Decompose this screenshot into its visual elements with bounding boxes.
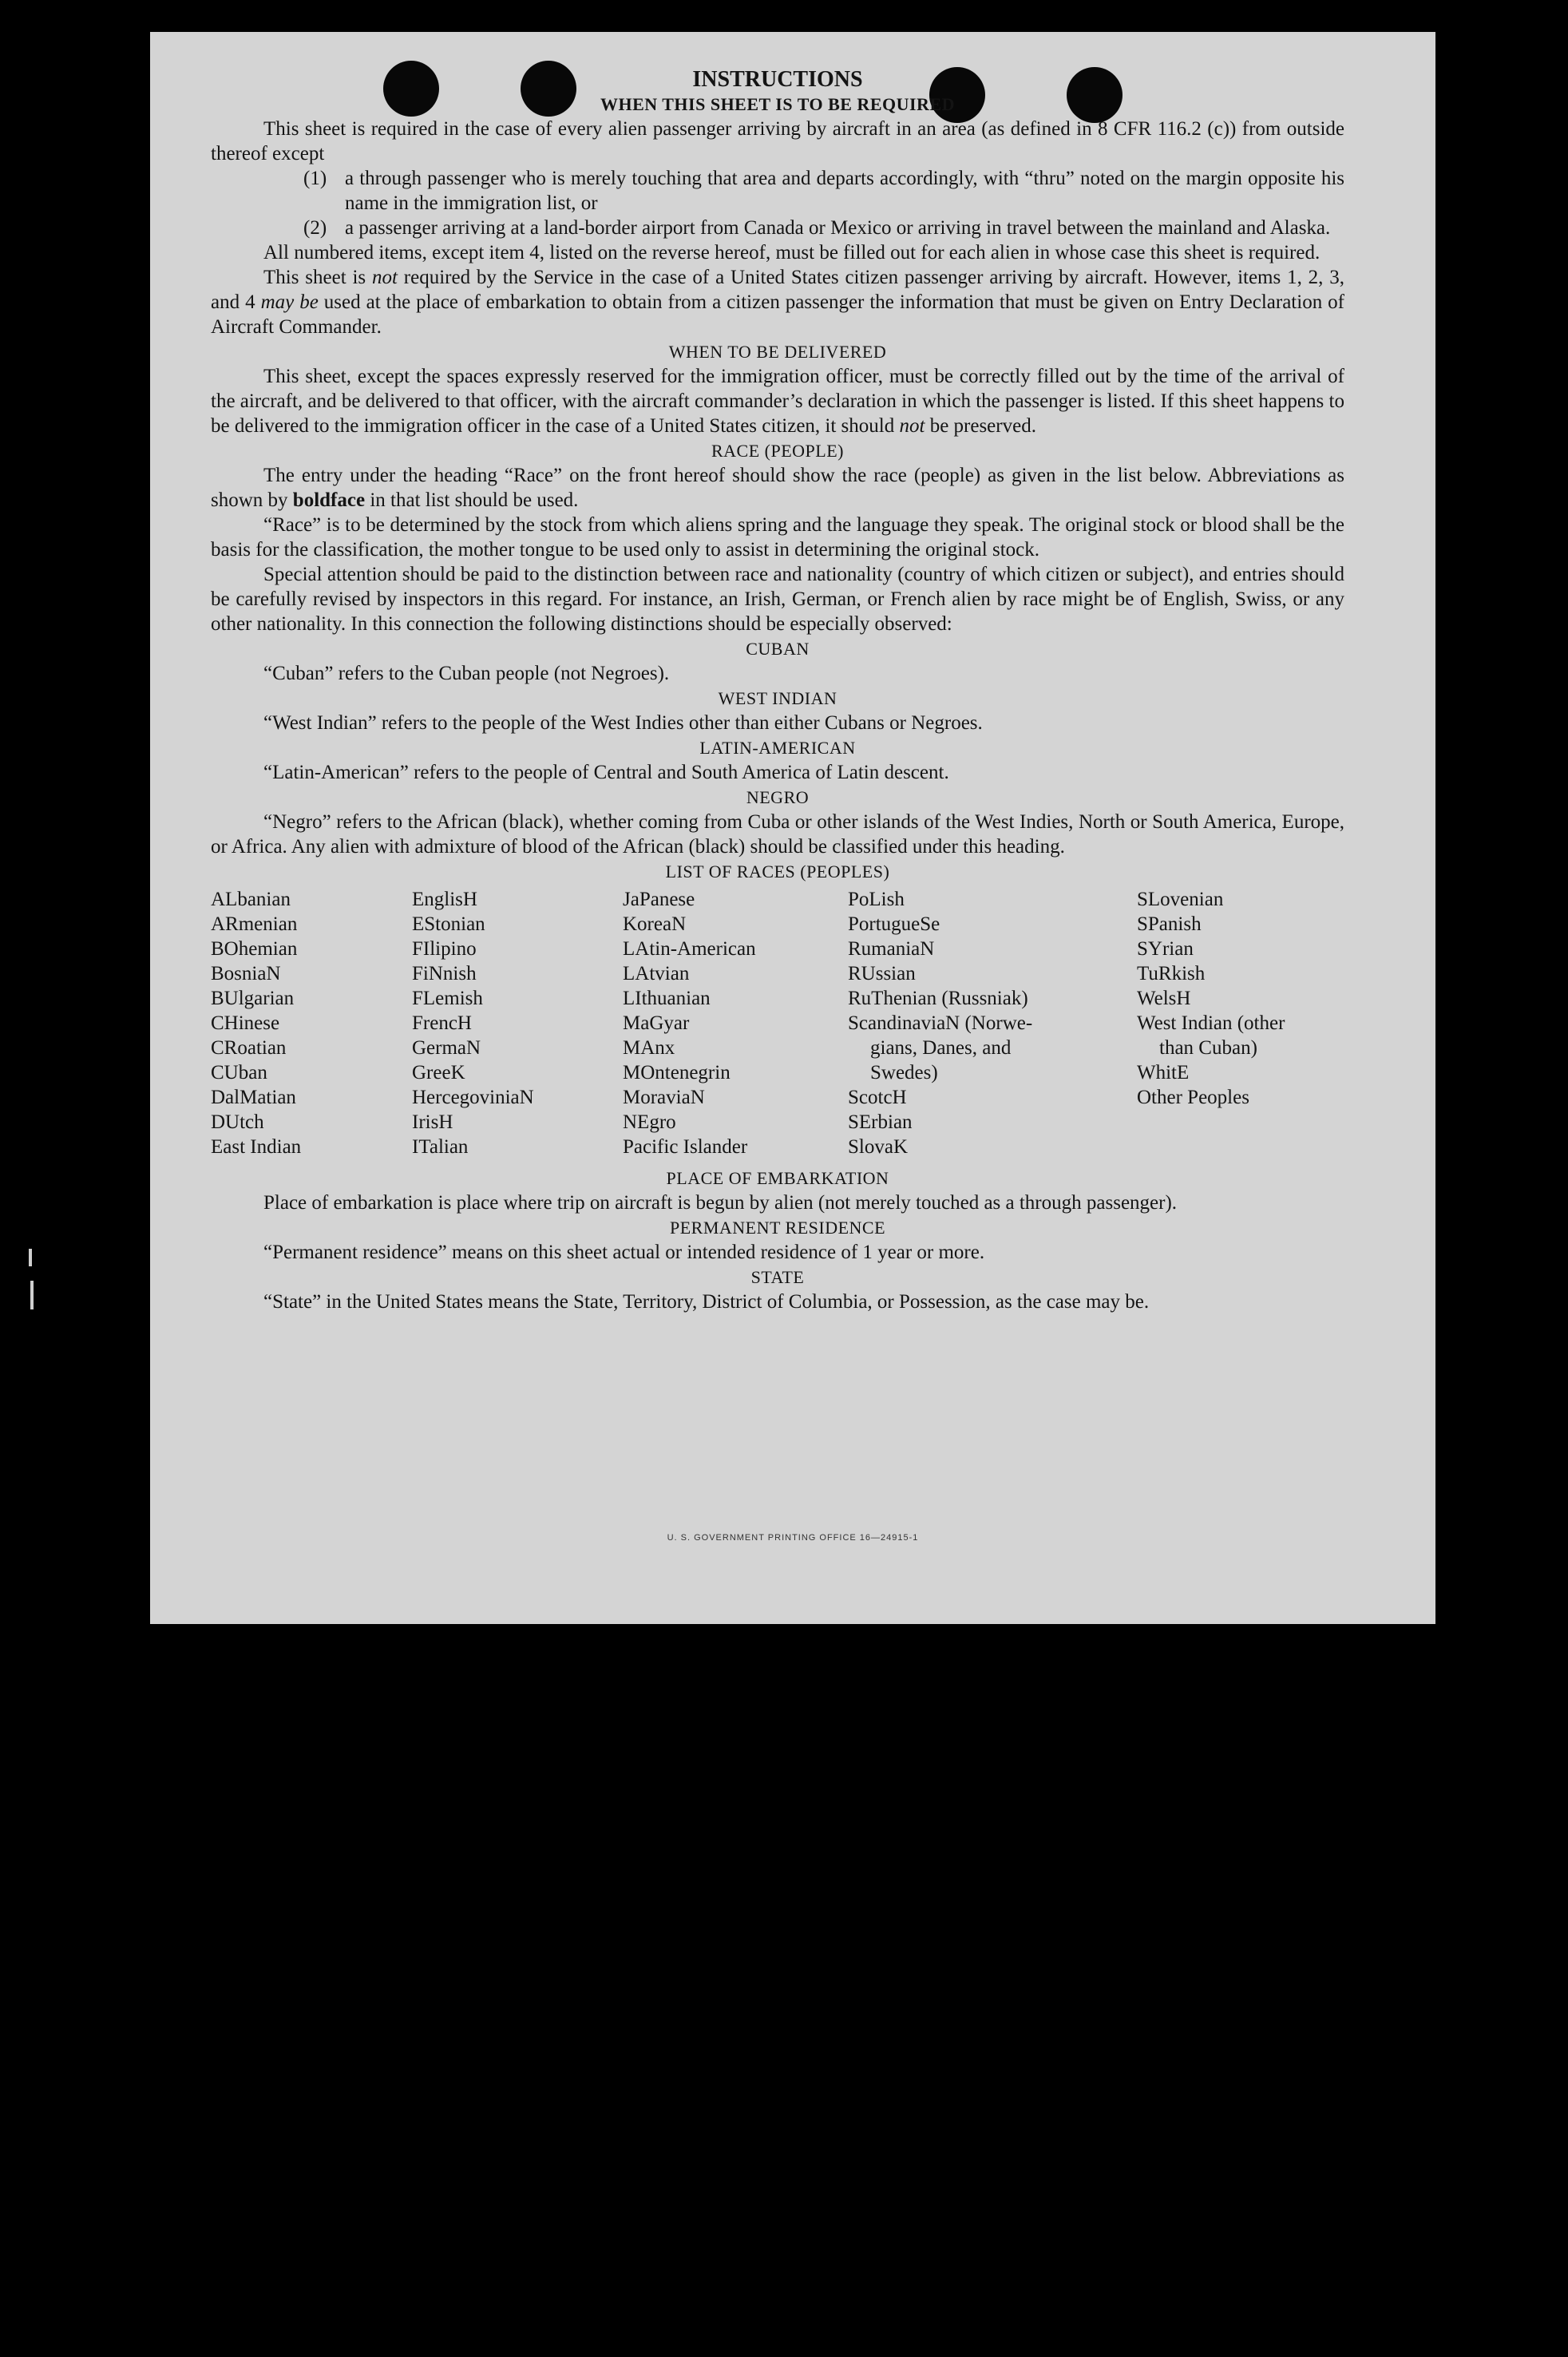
races-column-1 xyxy=(211,887,412,1159)
race-item: CHinese xyxy=(211,1012,280,1034)
paragraph-numbered-items: All numbered items, except item 4, listed on the reverse hereof, must be filled out for each alien in whose case this sheet is required. xyxy=(263,242,1321,263)
race-item: HercegoviniaN xyxy=(412,1087,534,1108)
race-item: CUban xyxy=(211,1062,267,1083)
residence-text: “Permanent residence” means on this sheet actual or intended residence of 1 year or more. xyxy=(263,1242,985,1263)
exception-text: a passenger arriving at a land-border airport from Canada or Mexico or arriving in travel between the mainland and Alaska. xyxy=(345,217,1331,239)
race-item: MaGyar xyxy=(623,1012,690,1034)
paragraph-delivered: This sheet, except the spaces expressly reserved for the immigration officer, must be correctly filled out by the time of the arrival of the aircraft, and be delivered to that officer, with the aircraft commander’s declaration in which the passenger is listed. If this sheet happens to be delivered to the immigration officer in the case of a United States citizen, it should not be preserved. xyxy=(211,366,1344,437)
race-item: CRoatian xyxy=(211,1037,287,1059)
embarkation-text: Place of embarkation is place where trip on aircraft is begun by alien (not merely touched as a through passenger). xyxy=(263,1192,1178,1214)
cuban-text: “Cuban” refers to the Cuban people (not Negroes). xyxy=(263,663,670,684)
paragraph-race-stock: “Race” is to be determined by the stock from which aliens spring and the language they speak. The original stock or blood shall be the basis for the classification, the mother tongue to be used only to assist in determining the original stock. xyxy=(211,514,1344,561)
races-list xyxy=(211,887,1344,1159)
when-required-heading: WHEN THIS SHEET IS TO BE REQUIRED xyxy=(600,94,956,114)
state-text: “State” in the United States means the State, Territory, District of Columbia, or Possession, as the case may be. xyxy=(263,1291,1150,1313)
races-list-heading: LIST OF RACES (PEOPLES) xyxy=(665,862,890,881)
page-title: INSTRUCTIONS xyxy=(692,67,863,92)
race-item: RuThenian (Russniak) xyxy=(848,988,1028,1009)
race-item: BUlgarian xyxy=(211,988,295,1009)
race-item: ScandinaviaN (Norwe- xyxy=(848,1012,1033,1034)
race-item: Pacific Islander xyxy=(623,1136,748,1158)
races-column-5 xyxy=(1137,887,1344,1159)
race-item: TuRkish xyxy=(1137,963,1206,984)
exception-number: (1) xyxy=(303,168,327,189)
race-item: ITalian xyxy=(412,1136,469,1158)
race-item: SYrian xyxy=(1137,938,1194,960)
race-item: FIlipino xyxy=(412,938,477,960)
race-item-continued: Swedes) xyxy=(870,1062,938,1083)
race-item: RumaniaN xyxy=(848,938,935,960)
negro-heading: NEGRO xyxy=(746,787,810,807)
race-item: JaPanese xyxy=(623,889,695,910)
race-item: ARmenian xyxy=(211,913,298,935)
race-item: MoraviaN xyxy=(623,1087,705,1108)
race-item: WelsH xyxy=(1137,988,1191,1009)
race-item: West Indian (other xyxy=(1137,1012,1285,1034)
printing-office-footer: U. S. GOVERNMENT PRINTING OFFICE 16—24915-1 xyxy=(667,1533,919,1543)
instructions-content xyxy=(211,67,1344,1314)
race-item: KoreaN xyxy=(623,913,687,935)
race-item: SPanish xyxy=(1137,913,1202,935)
race-item: Other Peoples xyxy=(1137,1087,1249,1108)
paragraph-required: This sheet is required in the case of every alien passenger arriving by aircraft in an area (as defined in 8 CFR 116.2 (c)) from outside thereof except xyxy=(211,118,1344,164)
race-item: MOntenegrin xyxy=(623,1062,731,1083)
race-item: LIthuanian xyxy=(623,988,711,1009)
paragraph-race-entry: The entry under the heading “Race” on the front hereof should show the race (people) as given in the list below. Abbreviations as shown by boldface in that list should be used. xyxy=(211,465,1344,511)
cuban-heading: CUBAN xyxy=(746,639,810,659)
exception-1 xyxy=(211,166,1344,216)
race-item: RUssian xyxy=(848,963,916,984)
race-item: PoLish xyxy=(848,889,905,910)
exception-2 xyxy=(211,216,1344,240)
scan-artifact-mark xyxy=(30,1281,34,1309)
race-item: FiNnish xyxy=(412,963,477,984)
west-indian-heading: WEST INDIAN xyxy=(718,688,837,708)
scan-artifact-mark xyxy=(29,1249,32,1266)
race-item: ALbanian xyxy=(211,889,291,910)
race-item: East Indian xyxy=(211,1136,302,1158)
race-item: SErbian xyxy=(848,1111,913,1133)
race-item: FLemish xyxy=(412,988,483,1009)
race-item: BosniaN xyxy=(211,963,281,984)
embarkation-heading: PLACE OF EMBARKATION xyxy=(666,1168,889,1188)
race-item-continued: than Cuban) xyxy=(1159,1037,1257,1059)
race-item: EnglisH xyxy=(412,889,477,910)
race-item: GermaN xyxy=(412,1037,481,1059)
race-item: FrencH xyxy=(412,1012,472,1034)
state-heading: STATE xyxy=(750,1267,805,1287)
race-item: NEgro xyxy=(623,1111,676,1133)
race-item: EStonian xyxy=(412,913,485,935)
form-sheet xyxy=(150,32,1435,1624)
races-column-2 xyxy=(412,887,623,1159)
race-item: GreeK xyxy=(412,1062,465,1083)
race-item: PortugueSe xyxy=(848,913,940,935)
race-item: BOhemian xyxy=(211,938,298,960)
paragraph-citizen: This sheet is not required by the Service in the case of a United States citizen passenger arriving by aircraft. However, items 1, 2, 3, and 4 may be used at the place of embarkation to obtain from a citizen passenger the information that must be given on Entry Declaration of Aircraft Commander. xyxy=(211,267,1344,338)
race-item: WhitE xyxy=(1137,1062,1190,1083)
paragraph-race-nationality: Special attention should be paid to the distinction between race and nationality (country of which citizen or subject), and entries should be carefully revised by inspectors in this regard. For instance, an Irish, German, or French alien by race might be of English, Swiss, or any other nationality. In this connection the following distinctions should be especially observed: xyxy=(211,564,1344,635)
race-heading: RACE (PEOPLE) xyxy=(711,441,844,461)
race-item: DUtch xyxy=(211,1111,264,1133)
exception-number: (2) xyxy=(303,217,327,239)
race-item: LAtvian xyxy=(623,963,690,984)
latin-american-heading: LATIN-AMERICAN xyxy=(699,738,856,758)
race-item: SLovenian xyxy=(1137,889,1224,910)
race-item-continued: gians, Danes, and xyxy=(870,1037,1012,1059)
race-item: ScotcH xyxy=(848,1087,907,1108)
when-delivered-heading: WHEN TO BE DELIVERED xyxy=(668,342,887,362)
race-item: MAnx xyxy=(623,1037,675,1059)
exception-text: a through passenger who is merely touching that area and departs accordingly, with “thru” noted on the margin opposite his name in the immigration list, or xyxy=(345,168,1344,214)
latin-american-text: “Latin-American” refers to the people of Central and South America of Latin descent. xyxy=(263,762,949,783)
race-item: LAtin-American xyxy=(623,938,756,960)
west-indian-text: “West Indian” refers to the people of the West Indies other than either Cubans or Negroes. xyxy=(263,712,983,734)
races-column-3 xyxy=(623,887,848,1159)
races-column-4 xyxy=(848,887,1137,1159)
negro-text: “Negro” refers to the African (black), whether coming from Cuba or other islands of the West Indies, North or South America, Europe, or Africa. Any alien with admixture of blood of the African (black) should be classified under this heading. xyxy=(211,811,1344,858)
race-item: SlovaK xyxy=(848,1136,908,1158)
race-item: DalMatian xyxy=(211,1087,296,1108)
race-item: IrisH xyxy=(412,1111,453,1133)
residence-heading: PERMANENT RESIDENCE xyxy=(669,1218,886,1238)
